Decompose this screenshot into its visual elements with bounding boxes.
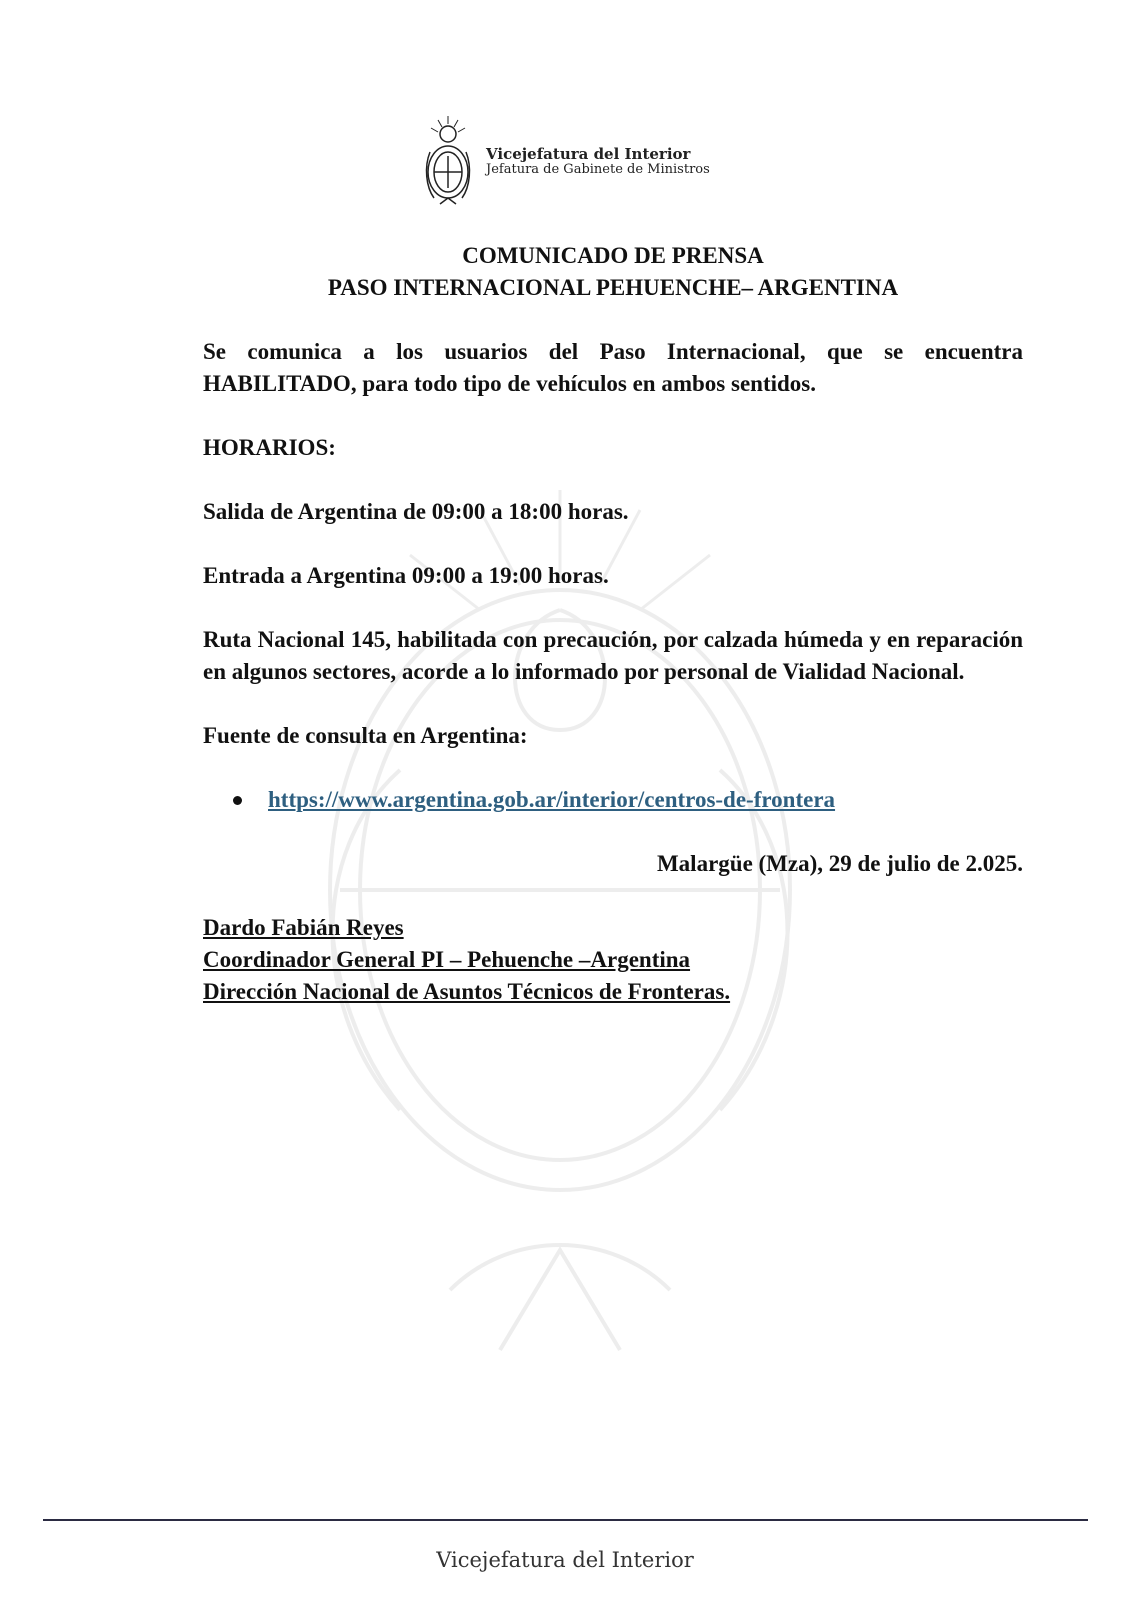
signature-department: Dirección Nacional de Asuntos Técnicos de Fronteras.: [203, 979, 731, 1004]
intro-paragraph: Se comunica a los usuarios del Paso Internacional, que se encuentra HABILITADO, para todo tipo de vehículos en ambos sentidos.: [203, 339, 1023, 396]
footer-divider: [43, 1519, 1088, 1521]
document-title: COMUNICADO DE PRENSA: [462, 243, 764, 268]
source-list-item: [233, 784, 1023, 816]
signature-block: [203, 912, 1023, 1008]
salida-schedule: Salida de Argentina de 09:00 a 18:00 horas.: [203, 499, 629, 524]
letterhead: [420, 112, 710, 212]
header-subtitle: Jefatura de Gabinete de Ministros: [486, 162, 710, 178]
bullet-icon: [233, 796, 242, 805]
entrada-schedule: Entrada a Argentina 09:00 a 19:00 horas.: [203, 563, 609, 588]
coat-of-arms-icon: [420, 112, 476, 212]
footer-text: Vicejefatura del Interior: [436, 1548, 694, 1572]
header-title: Vicejefatura del Interior: [486, 144, 691, 163]
signature-name: Dardo Fabián Reyes: [203, 915, 404, 940]
signature-role: Coordinador General PI – Pehuenche –Argentina: [203, 947, 691, 972]
document-subtitle: PASO INTERNACIONAL PEHUENCHE– ARGENTINA: [327, 275, 899, 300]
source-link[interactable]: https://www.argentina.gob.ar/interior/centros-de-frontera: [268, 787, 836, 812]
document-titles: [203, 240, 1023, 304]
ruta-paragraph: Ruta Nacional 145, habilitada con precaución, por calzada húmeda y en reparación en algunos sectores, acorde a lo informado por personal de Vialidad Nacional.: [203, 627, 1023, 684]
horarios-heading: HORARIOS:: [203, 435, 336, 460]
fuente-label: Fuente de consulta en Argentina:: [203, 723, 528, 748]
date-line: Malargüe (Mza), 29 de julio de 2.025.: [656, 851, 1023, 876]
document-body: [203, 240, 1023, 1008]
